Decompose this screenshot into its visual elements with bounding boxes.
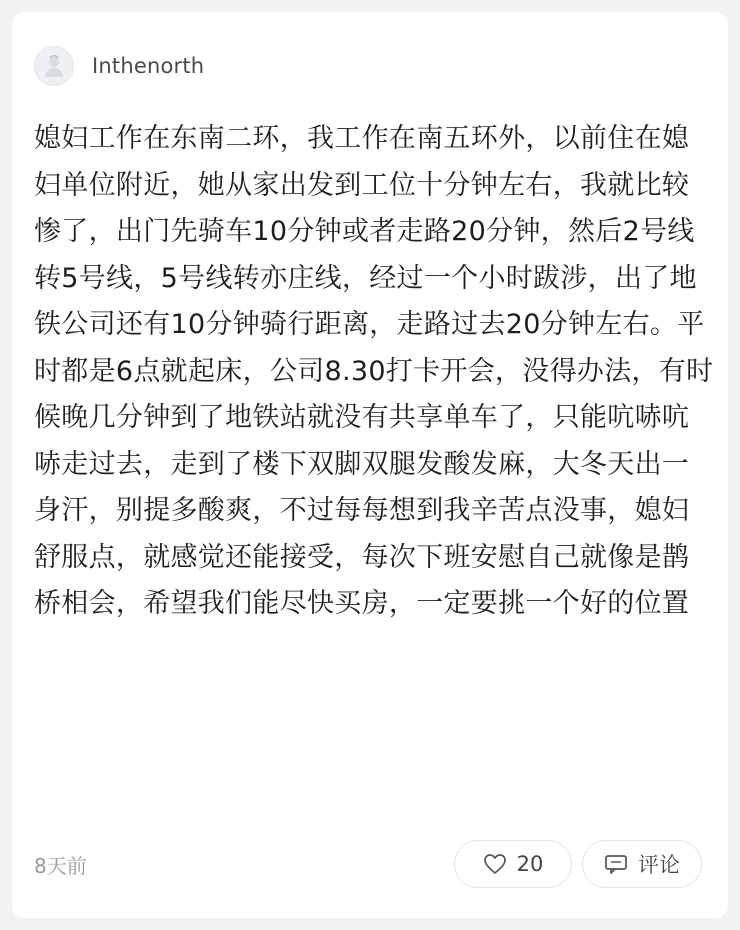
heart-icon [483,853,507,875]
like-count: 20 [516,852,544,876]
comment-icon [604,853,628,875]
comment-button[interactable] [582,840,702,888]
post-actions [454,840,702,888]
post-card [12,12,728,918]
post-content: 媳妇工作在东南二环，我工作在南五环外，以前住在媳妇单位附近，她从家出发到工位十分钟左右，我就比较惨了，出门先骑车10分钟或者走路20分钟，然后2号线转5号线，5号线转亦庄线，经过一个小时跋涉，出了地铁公司还有10分钟骑行距离，走路过去20分钟左右。平时都是6点就起床，公司8.30打卡开会，没得办法，有时候晚几分钟到了地铁站就没有共享单车了，只能吭哧吭哧走过去，走到了楼下双脚双腿发酸发麻，大冬天出一身汗，别提多酸爽，不过每每想到我辛苦点没事，媳妇舒服点，就感觉还能接受，每次下班安慰自己就像是鹊桥相会，希望我们能尽快买房，一定要挑一个好的位置 [34,123,714,619]
comment-label: 评论 [638,853,680,877]
post-time: 8天前 [34,853,87,878]
avatar-icon [41,53,67,79]
post-footer [34,838,702,890]
post-header [34,46,204,86]
like-button[interactable] [454,840,572,888]
avatar[interactable] [34,46,74,86]
author-name[interactable]: Inthenorth [92,54,205,78]
